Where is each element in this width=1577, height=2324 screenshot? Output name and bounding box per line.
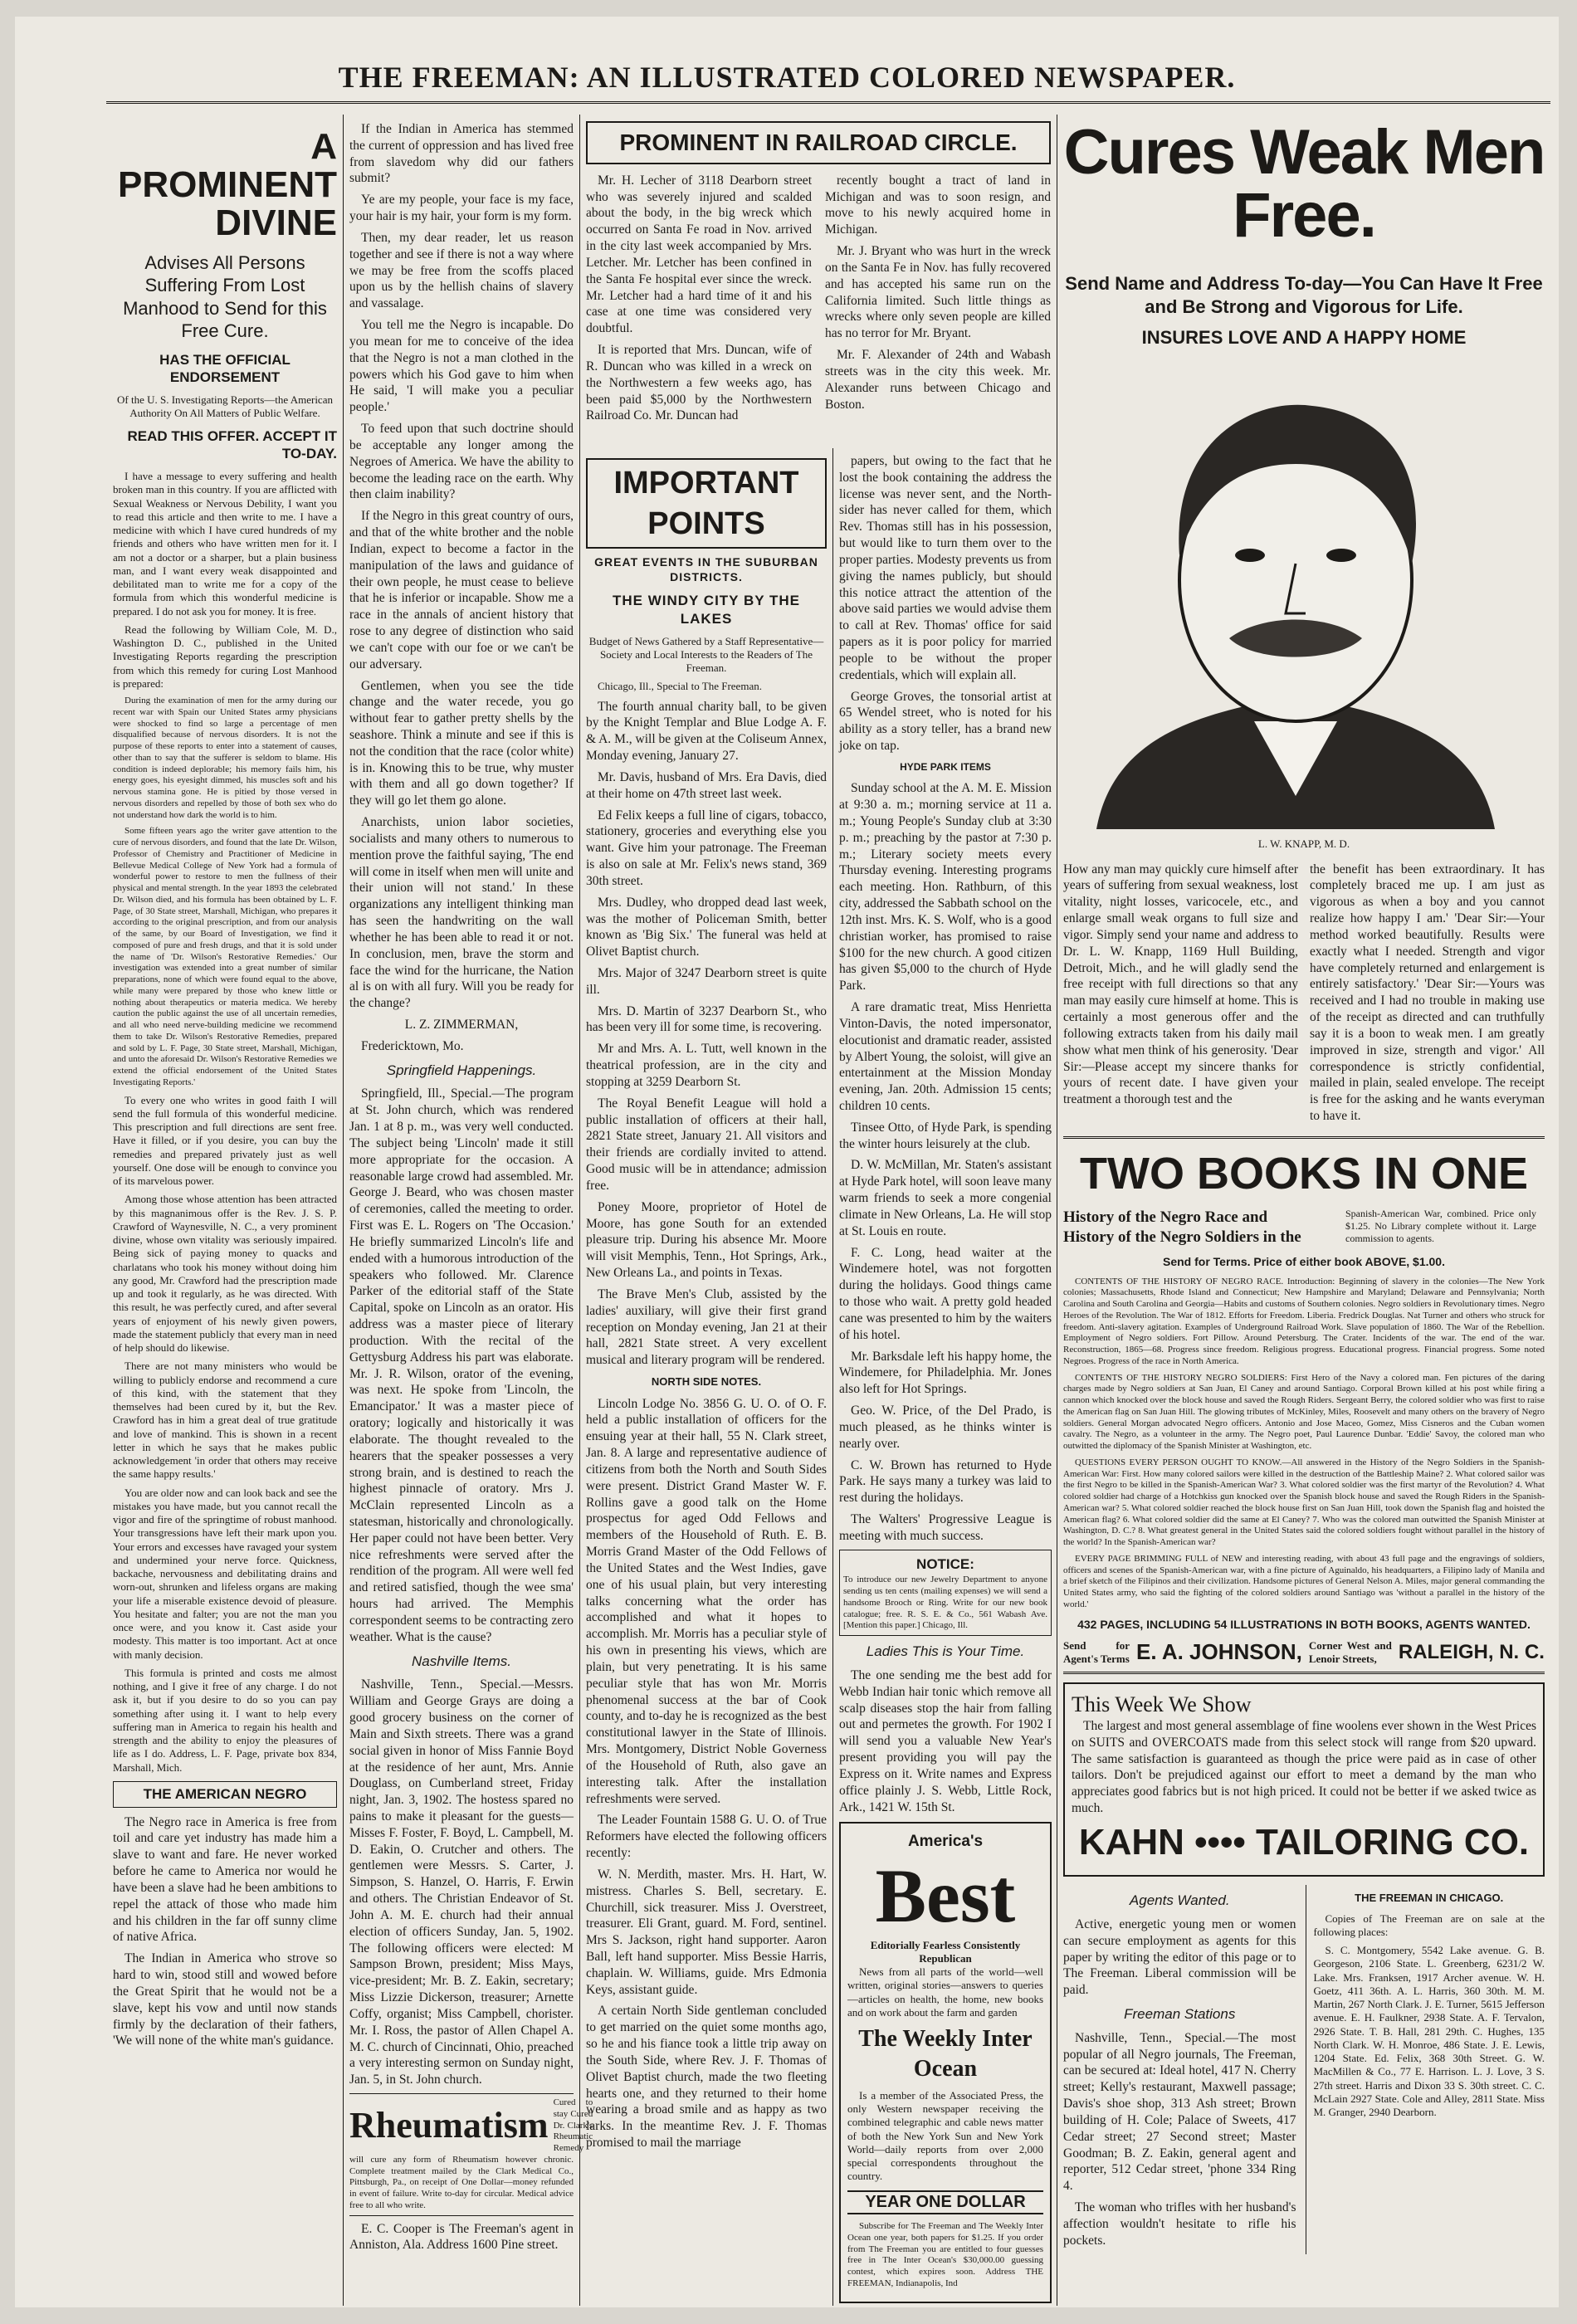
american-paragraph: The Negro race in America is free from toil and care yet industry has made him a slave to want and fare. He never worked before he came to America nor would he have been a slave had he been ambitions to repel the attack of those who made him and his children in the far off sunny clime of native Africa. <box>113 1814 337 1945</box>
hyde-park-item: Geo. W. Price, of the Del Prado, is much pleased, as he thinks winter is nearly over. <box>839 1404 1052 1451</box>
history-side: Spanish-American War, combined. Price only $1.25. No Library complete without it. Large commission to agents. <box>1345 1207 1536 1244</box>
hyde-park-item: Mr. Barksdale left his happy home, the Windemere, for Philadelphia. Mr. Jones also left for Hot Springs. <box>839 1349 1052 1397</box>
news-item: The Royal Benefit League will hold a public installation of officers at their hall, 2821 State street, January 21. All visitors and their friends are cordially invited to attend. Good music will be in attendance; admission free. <box>586 1096 827 1193</box>
raleigh: RALEIGH, N. C. <box>1398 1640 1545 1663</box>
column-chicago-news <box>586 453 827 2304</box>
divine-paragraph: During the examination of men for the army during our recent war with Spain our United States army physicians were shocked to find so large a percentage of men disqualified because of nervous disorders. It is not the purpose of these reports to enter into a statement of causes, other than to say that the sufferer is seldom to blame. His condition is indeed deplorable; his memory fails him, his energy goes, his eyesight dimmed, his muscles soft and his nervous stamina gone. He is pitied by those versed in nervous disorders and repelled by those of both sex who do not understand how dark the world is to him. <box>113 696 337 820</box>
railroad-paragraph: Mr. H. Lecher of 3118 Dearborn street who was severely injured and scalded about the body, in the big wreck which occurred on Santa Fe road in Nov. arrived in the city last week accompanied by Mrs. Letcher. Mr. Letcher has been confined in the Santa Fe hospital ever since the wreck. Mr. Letcher had a hard time of it and his case at one time was considered very doubtful. <box>586 173 812 336</box>
cooper-notice: E. C. Cooper is The Freeman's agent in Anniston, Ala. Address 1600 Pine street. <box>349 2221 574 2253</box>
divine-paragraph: Some fifteen years ago the writer gave attention to the cure of nervous disorders, and found that the late Dr. Wilson, Professor of Chemistry and Practitioner of Medicine in Bellevue Medical College of New York had a formula of wonderful power to restore to men the fullness of their physical and mental strength. In the year 1893 the celebrated Dr. Wilson died, and his formula has been obtained by L. F. Page, of 30 State street, Marshall, Michigan, who prepares it according to the original prescription, and from our analysis of the same, by our Board of Investigation, we find it composed of pure and fresh drugs, and that it is sold under the name of 'Dr. Wilson's Restorative Remedies.' Our investigation was extended into a great number of similar preparations, none of which were found equal to the above, while many were prepared by those who knew little or nothing about therapeutics or materia medica. We hereby caution the public against the use of all uncertain remedies, and all who need nerve-building medicine we recommend them to take Dr. Wilson's Restorative Remedies, prepared and sold by L. F. Page, 30 State street, Marshall, Michigan, and unto the aforesaid Dr. Wilson's Restorative Remedies we extend the official endorsement of the United States Investigating Reports.' <box>113 826 337 1087</box>
kahn-text: The largest and most general assemblage of fine woolens ever shown in the West Prices on SUITS and OVERCOATS made from this select stock will range from $20 upward. The same satisfaction is guaranteed as though the price were paid as in case of other tailors. Don't be prejudiced against our effort to meet a demand by the man who appreciates good fabrics but is not high priced. It could not be better if we asked twice as much. <box>1072 1718 1536 1816</box>
rheumatism-title: Rheumatism <box>349 2105 549 2146</box>
rheumatism-text: will cure any form of Rheumatism however chronic. Complete treatment mailed by the Clark Medical Co., Pittsburgh, Pa., on receipt of One Dollar—money refunded in event of failure. Write to-day for circular. Medical advice free to all who write. <box>349 2154 574 2210</box>
ladies-heading: Ladies This is Your Time. <box>866 1643 1025 1660</box>
subhead-divine: Advises All Persons Suffering From Lost Manhood to Send for this Free Cure. <box>123 251 327 342</box>
agents-terms: Send for Agent's Terms <box>1063 1638 1130 1666</box>
news-item: Mrs. D. Martin of 3237 Dearborn St., who has been very ill for some time, is recovering. <box>586 1003 827 1035</box>
knapp-body <box>1063 862 1545 1125</box>
chicago-heading: THE FREEMAN IN CHICAGO. <box>1355 1892 1504 1905</box>
news-item: Mrs. Major of 3247 Dearborn street is quite ill. <box>586 965 827 997</box>
two-books-title: TWO BOOKS IN ONE <box>1080 1148 1528 1199</box>
windy-city-heading: THE WINDY CITY BY THE LAKES <box>613 593 800 627</box>
weekly-text: Is a member of the Associated Press, the only Western newspaper receiving the combined telegraphic and cable news matter of both the New York Sun and New York World—daily reports from over 2,000 special correspondents throughout the country. <box>847 2088 1043 2183</box>
news-item: Lincoln Lodge No. 3856 G. U. O. of O. F. held a public installation of officers for the ensuing year at their hall, 55 N. Clark street, Jan. 8. A large and representative audience of citizens from both the North and South Sides were present. District Grand Master W. F. Rollins gave a good talk on the Home prospectus for aged Odd Fellows and members of the Household of Ruth. E. B. Morris Grand Master of the Odd Fellows of the United States and the West Indies, gave one of his usual plain, but very interesting talks concerning what the order has accomplished and what it hopes to accomplish. Mr. Morris has a peculiar style of his own in presenting his views, which are plain, but very penetrating. It is his same peculiar style that has won Mr. Morris phenomenal success at the bar of Cook county, and to-day he is recognized as the best constitutional lawyer in the State of Illinois. Mrs. Montgomery, District Noble Governess of the Household of Ruth, also gave an interesting talk. After the installation refreshments were served. <box>586 1396 827 1806</box>
ladies-text: The one sending me the best add for Webb Indian hair tonic which remove all scalp diseases stop the hair from falling out and permetes the growth. For 1902 I will send you a valuable New Year's present providing you will pay the Express on it. Write names and Express office plainly J. S. Webb, Little Rock, Ark., 1421 W. 15th St. <box>839 1667 1052 1814</box>
hyde-park-item: A rare dramatic treat, Miss Henrietta Vinton-Davis, the noted impersonator, elocutionist and dramatic reader, assisted by Albert Young, the soloist, will give an entertainment at the Mission Monday evening, Jan. 20th. Admission 15 cents; children 10 cents. <box>839 1000 1052 1113</box>
kahn-logo: KAHN •••• TAILORING CO. <box>1078 1821 1530 1863</box>
best-title: Best <box>875 1853 1016 1938</box>
railroad-paragraph: recently bought a tract of land in Michigan and was to soon resign, and move to his newly acquired home in Michigan. <box>825 173 1051 237</box>
divine-paragraph: Read the following by William Cole, M. D., Washington D. C., published in the United Investigating Reports regarding the prescription from which this remedy for curing Lost Manhood is prepared: <box>113 622 337 690</box>
americas-label: America's <box>907 1833 984 1851</box>
headline-divine: A PROMINENT DIVINE <box>118 126 337 244</box>
history-line: History of the Negro Soldiers in the <box>1063 1228 1301 1247</box>
chicago-intro: Copies of The Freeman are on sale at the following places: <box>1313 1911 1545 1938</box>
editorial-signature: L. Z. ZIMMERMAN, <box>404 1018 519 1033</box>
editorial-paragraph: You tell me the Negro is incapable. Do you mean for me to conceive of the idea that the Negro is not a man clothed in the powers which his God gave to him when He said, 'I will make you a peculiar people.' <box>349 318 574 415</box>
hyde-park-item: C. W. Brown has returned to Hyde Park. He says many a turkey was laid to rest during the holidays. <box>839 1457 1052 1506</box>
masthead: THE FREEMAN: AN ILLUSTRATED COLORED NEWSPAPER. <box>338 61 1236 94</box>
important-points-sub: GREAT EVENTS IN THE SUBURBAN DISTRICTS. <box>594 555 818 584</box>
knapp-portrait <box>1063 364 1528 829</box>
best-text: News from all parts of the world—well written, original stories—answers to queries—articles on health, the home, new books and on work about the farm and garden <box>847 1965 1043 2019</box>
editorial-paragraph: Gentlemen, when you see the tide change and the water recede, you go without fear to gather pretty shells by the seashore. Think a minute and see if this is not the condition that the race (color white) is in. Knowing this to be true, why muster with them and all go down together? If they will go let them go alone. <box>349 678 574 808</box>
read-offer-heading: READ THIS OFFER. ACCEPT IT TO-DAY. <box>127 427 337 462</box>
news-item: Ed Felix keeps a full line of cigars, tobacco, stationery, groceries and everything else you want. Give him your patronage. The Freeman is also on sale at Mr. Felix's news stand, 369 30th street. <box>586 808 827 888</box>
news-item: papers, but owing to the fact that he lost the book containing the address the license was never sent, and the North-sider has never called for them, which Rev. Thomas still has in his possession, but would like to turn them over to the proper parties. Modesty prevents us from giving the names publicly, but should this notice attract the attention of the above said parties we would advise them to call at Rev. Thomas' office for said papers as it is poor policy for married people to be without the proper credentials, which will explain all. <box>839 454 1052 682</box>
editorial-paragraph: Ye are my people, your face is my face, your hair is my hair, your form is my form. <box>349 193 574 224</box>
news-item: Mr. Davis, husband of Mrs. Era Davis, died at their home on 47th street last week. <box>586 769 827 801</box>
cures-subtitle: Send Name and Address To-day—You Can Have It Free and Be Strong and Vigorous for Life. <box>1065 273 1543 317</box>
railroad-paragraph: It is reported that Mrs. Duncan, wife of R. Duncan who was killed in a wreck on the Northwestern a few weeks ago, has been paid $5,000 by the Northwestern Railroad Co. Mr. Duncan had <box>586 343 812 423</box>
hyde-park-item: F. C. Long, head waiter at the Windemere hotel, was not forgotten during the holidays. Good things came to those who wait. A pretty gold headed cane was presented to him by the waiters of his hotel. <box>839 1245 1052 1342</box>
divine-paragraph: This formula is printed and costs me almost nothing, and I give it free of any charge. I do not ask it, but if you desire to do so you can pay something after using it. I want to help every suffering man in America to regain his health and strength and the ability to enjoy the pleasures of life as I do. Address, L. F. Page, private box 834, Marshall, Mich. <box>113 1666 337 1774</box>
column-divine <box>113 121 337 2304</box>
american-paragraph: The Indian in America who strove so hard to win, stood still and wowed before the Great Spirit that he would not be a slave, kept his vow and until now stands firmly by the declaration of their fathers, 'We will none of the white man's guidance. <box>113 1951 337 2048</box>
send-terms: Send for Terms. Price of either book ABOVE, $1.00. <box>1163 1254 1445 1268</box>
newspaper-page <box>15 17 1559 2307</box>
notice-text: To introduce our new Jewelry Department to anyone sending us ten cents (mailing expenses) we will send a handsome Brooch or Ring. Write for our new book catalogue; free. R. S. E. & Co., 561 Wabash Ave. [Mention this paper.] Chicago, Ill. <box>843 1575 1047 1631</box>
railroad-section <box>586 121 1051 445</box>
pages-line: 432 PAGES, INCLUDING 54 ILLUSTRATIONS IN BOTH BOOKS, AGENTS WANTED. <box>1077 1617 1531 1631</box>
inter-ocean-ad <box>839 1822 1052 2302</box>
railroad-heading: PROMINENT IN RAILROAD CIRCLE. <box>586 121 1051 164</box>
agents-wanted-heading: Agents Wanted. <box>1129 1892 1230 1909</box>
knapp-left: How any man may quickly cure himself after years of suffering from sexual weakness, lost vitality, night losses, varicocele, etc., and enlarge small weak organs to full size and vigor. Simply send your name and address to Dr. L. W. Knapp, 1169 Hull Building, Detroit, Mich., and he will gladly send the free receipt with full directions so that any man may easily cure himself at home. This is certainly a most generous offer and the following extracts taken from his daily mail show what men think of his generosity. 'Dear Sir:—Please accept my sincere thanks for yours of recent date. I have given your treatment a thorough test and the <box>1063 862 1298 1107</box>
year-one-dollar: YEAR ONE DOLLAR <box>847 2190 1043 2215</box>
divine-paragraph: To every one who writes in good faith I will send the full formula of this wonderful medicine. This prescription and full directions are sent free. Have it filled, or if you desire, you can buy the remedies and prepared privately just as well yourself. One dose will be enough to convince you of its marvelous power. <box>113 1093 337 1188</box>
johnson-name: E. A. JOHNSON, <box>1136 1639 1302 1665</box>
endorsement-text: Of the U. S. Investigating Reports—the American Authority On All Matters of Public Welfare. <box>117 393 333 420</box>
railroad-paragraph: Mr. F. Alexander of 24th and Wabash streets was in the city this week. Mr. Alexander runs between Chicago and Boston. <box>825 348 1051 412</box>
hyde-park-heading: HYDE PARK ITEMS <box>900 760 991 773</box>
year-text: Subscribe for The Freeman and The Weekly Inter Ocean one year, both papers for $1.25. If you order from The Freeman you are entitled to four guesses free in The Inter Ocean's $30,000.00 guessing contest, which expires soon. Address THE FREEMAN, Indianapolis, Ind <box>847 2221 1043 2288</box>
notice-box <box>839 1550 1052 1637</box>
divine-paragraph: You are older now and can look back and see the mistakes you have made, but you cannot recall the vigor and fire of the springtime of robust manhood. Your transgressions have left their mark upon you. Your errors and excesses have ravaged your system and undermined your nerve force. Quickness, backache, nervousness and debilitating drains and worn-out, shrunken and lifeless organs are making your life a miserable existence devoid of pleasure. You hesitate and falter; you are not the man you once were, and you know it. Cast aside your modesty. This matter is too important. Act at once with manly decision. <box>113 1486 337 1661</box>
masthead-rule <box>106 101 1550 104</box>
news-item: The fourth annual charity ball, to be given by the Knight Templar and Blue Lodge A. F. & A. M., will be given at the Coliseum Annex, Monday evening, January 27. <box>586 699 827 764</box>
column-hyde-park <box>839 453 1052 2304</box>
stations-text: Nashville, Tenn., Special.—The most popular of all Negro journals, The Freeman, can be secured at: Ideal hotel, 417 N. Cherry street; Kelly's restaurant, Maxwell passage; Davis's shoe shop, 313 Ash street; Brown building of H. Cole; Palace of Sweets, 417 Cedar street; 27 Second street; Master Goodman; B. Z. Eakin, general agent and reporter, 512 Cedar street, 'phone 334 Ring 4. <box>1063 2030 1296 2194</box>
north-side-heading: NORTH SIDE NOTES. <box>651 1375 762 1389</box>
stations-heading: Freeman Stations <box>1124 2005 1236 2022</box>
important-points-heading: IMPORTANT POINTS <box>586 458 827 549</box>
weekly-inter-ocean-title: The Weekly Inter Ocean <box>858 2026 1033 2082</box>
editorial-paragraph: If the Indian in America has stemmed the current of oppression and has lived free from slavedom why did our fathers submit? <box>349 122 574 186</box>
divine-paragraph: I have a message to every suffering and health broken man in this country. If you are afflicted with Sexual Weakness or Nervous Debility, I want you to read this article and then write to me. I have a medicine with which I have cured hundreds of my friends and others who have written men for it. I am not a doctor or a sharper, but a plain business man, and I want every weak disappointed and debilitated man to write me for a copy of the formula from which this wonderful medicine is prepared. I do not ask you for money. It is free. <box>113 470 337 618</box>
editorial-place: Fredericktown, Mo. <box>361 1038 464 1053</box>
news-item: George Groves, the tonsorial artist at 65 Wendel street, who is noted for his ability as a story teller, has a brand new joke on tap. <box>839 689 1052 754</box>
editorial-paragraph: To feed upon that such doctrine should be acceptable any longer among the Negroes of America. We have the ability to become the leading race on the earth. Why then claim inability? <box>349 422 574 502</box>
railroad-paragraph: Mr. J. Bryant who was hurt in the wreck on the Santa Fe in Nov. has fully recovered and has accepted his same run on the California limited. Such little things as wrecks where only seven people are killed has no terror for Mr. Bryant. <box>825 244 1051 341</box>
editorial-paragraph: Anarchists, union labor societies, socialists and many others to numerous to mention prove the faithful saying, 'The end will come in itself when men will unite and their union will not stand.' In these organizations any intelligent thinking man has seen the handwriting on the wall whether he has been able to read it or not. In conclusion, men, brave the storm and face the wind for the hurricane, the Nation al is on with all fury. Will you be ready for the change? <box>349 815 574 1011</box>
news-item: Mrs. Dudley, who dropped dead last week, was the mother of Policeman Smith, better known as 'Big Six.' The funeral was held at Olivet Baptist church. <box>586 895 827 959</box>
chicago-list: S. C. Montgomery, 5542 Lake avenue. G. B. Georgeson, 2106 State. L. Greenberg, 6231/2 W. Lake. Mrs. Franksen, 1917 Archer avenue. W. H. Goetz, 411 36th. A. L. Harris, 360 30th. M. M. Martin, 267 North Clark. J. E. Turner, 5615 Jefferson avenue. E. H. Faulkner, 2938 State. A. F. Tervalon, 2926 State. T. B. Hall, 281 29th. C. Hughes, 135 North Clark. W. H. Monroe, 486 State. J. E. Lewis, 1204 State. Ed. Felix, 368 30th Street. G. W. MacMillen & Co., 77 E. Harrison. L. J. Love, 3 S. 27th street. Harris and Dixon 33 S. 30th street. C. C. McLain 2927 State. Cole and Alley, 2811 State. Miss M. Granger, 2940 Dearborn. <box>1313 1944 1545 2119</box>
portrait-caption: L. W. KNAPP, M. D. <box>1257 837 1350 850</box>
nashville-heading: Nashville Items. <box>412 1653 511 1669</box>
editorial-paragraph: If the Negro in this great country of ours, and that of the white brother and the noble Indian, expect to become a factor in the manipulation of the laws and guidance of their own people, he must cease to believe that he is inferior or incapable. Show me a race in the annals of ancient history that rose to any degree of distinction who said we can't cope with our foe or we can't be our adversary. <box>349 509 574 671</box>
dateline: Chicago, Ill., Special to The Freeman. <box>598 680 762 693</box>
editorial-paragraph: Then, my dear reader, let us reason together and see if there is not a way where we may be free from the scoffs placed upon us by the hellish chains of slavery and vassalage. <box>349 230 574 311</box>
contents-paragraph: QUESTIONS EVERY PERSON OUGHT TO KNOW.—All answered in the History of the Negro Soldiers in the Spanish-American War: First. How many colored sailors were killed in the destruction of the Battleship Maine? 2. What colored sailor was the first Negro to be killed in the Spanish-American War? 3. What colored soldier was the first martyr of the Revolution? 4. What colored soldier had charge of a Hotchkiss gun knocked over the Spanish block house and saved the Rough Riders in the Spanish-American war? 5. What colored soldier reached the block house first on San Juan Hill, took down the Spanish flag and hoisted the American flag? 6. What colored soldier did the same at El Caney? 7. Who was the colored man outwitted the Spanish Minister at Washington, D. C.? 8. What greatest general in the United States said the colored soldiers fought without parallel in the history of the world? In the Spanish-American war? <box>1063 1457 1545 1547</box>
american-negro-heading: THE AMERICAN NEGRO <box>113 1781 337 1808</box>
best-subtitle: Editorially Fearless Consistently Republican <box>870 1938 1021 1965</box>
kahn-ad <box>1063 1682 1545 1877</box>
endorsement-heading: HAS THE OFFICIAL ENDORSEMENT <box>159 351 290 386</box>
divine-paragraph: There are not many ministers who would be willing to publicly endorse and recommend a cure of this kind, with the statement that they themselves had been cured by it, but the Rev. Crawford has in him a great deal of true gratitude and love of mankind. This is shown in a recent letter in which he says that he makes public acknowledgement 'in order that others may receive the same happy results.' <box>113 1360 337 1481</box>
springfield-paragraph: Springfield, Ill., Special.—The program at St. John church, which was rendered Jan. 1 at 8 p. m., was very well conducted. The subject being 'Lincoln' made it still more appropriate for the occasion. A reasonable large crowd had assembled. Mr. George J. Beard, who was chosen master of ceremonies, called the meeting to order. First was E. L. Rogers on 'The Occasion.' He briefly summarized Lincoln's life and ended with a humorous introduction of the speakers who followed. Mr. Clarence Parker of the editorial staff of the State Capital, spoke on Lincoln as an orator. His address was a master piece of literary production. With the recital of the Gettysburg Address his part was elaborate. Mr. J. R. Wilson, orator of the evening, was next. He spoke from 'Lincoln, the Emancipator.' It was a master piece of oratory; logically and historically it was elaborate. The thought revealed to the hearers that the speaker possesses a very strong brain, and is destined to reach the highest pinnacle of oratory. Mrs J. McClain represented Lincoln as a statesman, historically and chronologically. Her paper could not have been better. Very nice refreshments were served after the rendition of the program. All were well fed and retired satisfied, though the wee sma' hours had arrived. The Memphis correspondent seems to be contracting zero weather. What is the cause? <box>349 1086 574 1644</box>
hyde-park-item: D. W. McMillan, Mr. Staten's assistant at Hyde Park hotel, will soon leave many warm friends to seek a more congenial climate in New Orleans, La. He will stop at St. Louis en route. <box>839 1158 1052 1238</box>
column-ads <box>1063 117 1545 2304</box>
news-item: Mr and Mrs. A. L. Tutt, well known in the theatrical profession, are in the city and stopping at 3259 Dearborn St. <box>586 1042 827 1089</box>
news-item: Poney Moore, proprietor of Hotel de Moore, has gone South for an extended pleasure trip. During his absence Mr. Moore will visit Memphis, Tenn., Hot Springs, Ark., New Orleans La., and points in Texas. <box>586 1199 827 1281</box>
contents-paragraph: CONTENTS OF THE HISTORY NEGRO SOLDIERS: First Hero of the Navy a colored man. Fen pictures of the daring charges made by Negro soldiers at San Juan, El Caney and around Santiago. Corporal Brown killed at his post while firing a cannon which knocked over the block house and saved the Rough Riders. Sergeant Berry, the colored soldier who was first to raise the American flag on San Juan Hill. The glowing tributes of McKinley, Miles, Roosevelt and many others on the bravery of Negro soldiers. General Morgan advocated Negro officers. Antonio and Jose Maceo, Gomez, Miss Cisneros and the Cuban women cavalry. The Negro, as a volunteer in the army. The Negro poet, Paul Laurence Dunbar. 'Eddie' Savoy, the colored man who outwitted the diplomacy of the Spanish Minister at Washington, etc. <box>1063 1372 1545 1451</box>
springfield-heading: Springfield Happenings. <box>386 1062 537 1078</box>
news-item: The Leader Fountain 1588 G. U. O. of True Reformers have elected the following officers recently: <box>586 1813 827 1861</box>
hyde-park-item: Sunday school at the A. M. E. Mission at 9:30 a. m.; morning service at 11 a. m.; Young People's Sunday club at 3:30 p. m.; preaching by the pastor at 7:30 p. m.; Literary society meets every Thursday evening. Interesting programs each meeting. Hon. Rathburn, of this city, addressed the Sabbath school on the 12th inst. Mrs. K. S. Wolf, who is a good christian worker, has promised to raise $100 for the new church. A good citizen has given $5,000 to the church of Hyde Park. <box>839 781 1052 994</box>
nashville-paragraph: Nashville, Tenn., Special.—Messrs. William and George Grays are doing a good grocery business on the corner of Main and Sixth streets. There was a grand social given in honor of Miss Fannie Boyd at the residence of her aunt, Mrs. Annie Douglass, on Cumberland street, Friday night, Jan. 3, 1902. The hostess spared no pains to make it pleasant for the guests—Misses F. Foster, F. Boyd, L. Campbell, M. D. Eakin, O. Crutcher and others. The gentlemen were Messrs. S. Carter, J. Simpson, S. Hanzel, O. Harris, F. Erwin and others. The Christian Endeavor of St. John A. M. E. church had their annual election of officers Sunday, Jan. 5, 1902. The following officers were elected: M Sampson Brown, president; Miss Mays, vice-president; Mr. B. Z. Eakin, secretary; Miss Lizzie Dickerson, treasurer; Arnette Coffy, organist; Miss Campbell, chorister. Mr. I. Ross, the pastor of Allen Chapel A. M. C. church of Cincinnati, Ohio, preached a very interesting sermon on Sunday night, Jan. 5, in St. John church. <box>349 1677 574 2087</box>
windy-city-sub: Budget of News Gathered by a Staff Representative—Society and Local Interests to the Readers of The Freeman. <box>588 634 824 675</box>
divine-paragraph: Among those whose attention has been attracted by this magnanimous offer is the Rev. J. S. P. Crawford of Waynesville, N. C., a very prominent divine, whose own vitality was seriously impaired. Being sick of paying money to quacks and charlatans who took his money without doing him any good, Mr. Crawford had the prescription made up and took it regularly, as he was directed. With this result, he was perfectly cured, and after several years of enjoyment of his newly given powers, made the statement publicly that every man in need of help should do likewise. <box>113 1193 337 1355</box>
knapp-right: the benefit has been extraordinary. It has completely braced me up. I am just as vigorous as when a boy and you cannot realize how happy I am.' 'Dear Sir:—Your method worked beautifully. Results were exactly what I needed. Strength and vigor have completely returned and enlargement is entirely satisfactory.' 'Dear Sir:—Yours was received and I had no trouble in making use of the receipt as directed and can truthfully say it is a boon to weak men. I am greatly improved in size, strength and vigor.' All correspondence is strictly confidential, mailed in plain, sealed envelope. The receipt is free for the asking and he wants everyman to have it. <box>1310 862 1545 1124</box>
news-item: A certain North Side gentleman concluded to get married on the quiet some months ago, so he and his fiance took a little trip away on the South Side, where Rev. J. F. Thomas of Olivet Baptist church, made the two fleeting hearts one, and they returned to their home wearing a broad smile and as happy as two larks. In the meantime Rev. J. F. Thomas promised to mail the marriage <box>586 2004 827 2151</box>
contents-paragraph: EVERY PAGE BRIMMING FULL of NEW and interesting reading, with about 43 full page and the engravings of soldiers, officers and scenes of the Spanish-American war, with a fine picture of Aguinaldo, his headquarters, a Filipino lady of Manila and a brief sketch of the Filipinos and their civilization. Handsome pictures of General Nelson A. Miles, major general commanding the United States army, who said the fighting of the colored soldiers around Santiago was 'without a parallel in the history of the world.' <box>1063 1553 1545 1609</box>
hyde-park-item: The Walters' Progressive League is meeting with much success. <box>839 1512 1052 1543</box>
woman-note: The woman who trifles with her husband's affection wouldn't hesitate to rifle his pockets. <box>1063 2200 1296 2248</box>
column-rule <box>343 115 344 2306</box>
cures-weak-men-title: Cures Weak Men Free. <box>1063 117 1545 251</box>
agents-wanted-text: Active, energetic young men or women can secure employment as agents for this paper by writing the editor of this page or to The Freeman. Liberal commission will be paid. <box>1063 1916 1296 1998</box>
rheumatism-side: Cured to stay Cured Dr. Clark's Rheumatic Remedy <box>553 2097 593 2154</box>
column-rule <box>832 448 833 2306</box>
johnson-address: Corner West and Lenoir Streets, <box>1308 1638 1392 1666</box>
column-rule <box>579 115 580 2306</box>
news-item: The Brave Men's Club, assisted by the ladies' auxiliary, will give their first grand reception on Monday evening, Jan 21 at their hall, 2821 State street. A very excellent musical and literary program will be rendered. <box>586 1286 827 1368</box>
notice-heading: NOTICE: <box>916 1555 974 1572</box>
rheumatism-ad <box>349 2093 593 2216</box>
contents-paragraph: CONTENTS OF THE HISTORY OF NEGRO RACE. Introduction: Beginning of slavery in the colonies—The New York colonies; Massachusetts, Rhode Island and Connecticut; New Hampshire and Maryland; Delaware and Pennsylvania; North Carolina and South Carolina and Georgia—Habits and customs of Southern colonies. Negro soldiers in Revolutionary times. Negro Heroes of the Revolution. The War of 1812. Efforts for Freedom. Liberia. Fredrick Douglas. Nat Turner and others who struck for freedom. Anti-slavery agitation. Examples of Underground Railroad Work. Slave population of 1860. The War of the Rebellion. Employment of Negro soldiers. Fort Pillow. Around Petersburg. The Crater. Incidents of the war. The end of the war. Reconstruction, 1865—68. Progress since freedom. Religious progress. Educational progress. Financial progress. Some noted Negroes. Progress of the race in North America. <box>1063 1276 1545 1366</box>
column-editorial <box>349 121 593 2304</box>
cures-tagline: INSURES LOVE AND A HAPPY HOME <box>1141 327 1467 348</box>
officers-list: W. N. Merdith, master. Mrs. H. Hart, W. mistress. Charles S. Bell, secretary. E. Churchill, sick treasurer. Miss J. Overstreet, treasurer. Eli Grant, guard. M. Ford, sentinel. Mrs S. Jackson, right hand supporter. Aaron Ball, left hand supporter. Miss Bessie Harris, chaplain. W. Williams, guide. Mrs Edmonia Keys, assistant guide. <box>586 1867 827 1997</box>
two-books-ad <box>1063 1136 1545 1674</box>
kahn-week-heading: This Week We Show <box>1072 1692 1252 1716</box>
history-line: History of the Negro Race and <box>1063 1208 1268 1226</box>
hyde-park-item: Tinsee Otto, of Hyde Park, is spending the winter hours leisurely at the club. <box>839 1120 1052 1151</box>
